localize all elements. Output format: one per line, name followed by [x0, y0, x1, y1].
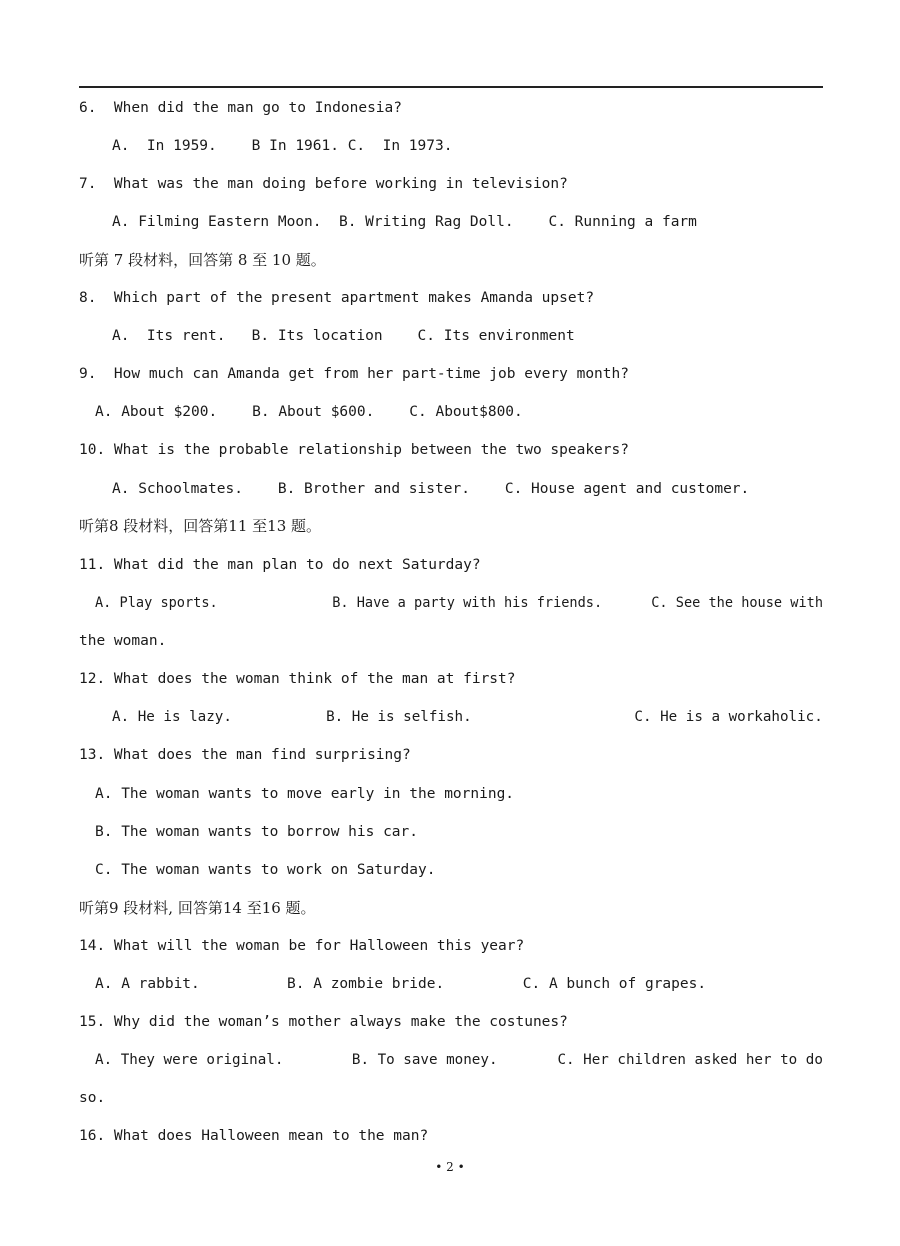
question-13: 13. What does the man find surprising?: [79, 747, 411, 763]
question-11-options-cont: the woman.: [79, 633, 167, 649]
question-11-options: A. Play sports. B. Have a party with his friends. C. See the house with: [95, 595, 824, 611]
question-14-options: A. A rabbit. B. A zombie bride. C. A bunch of grapes.: [95, 976, 707, 992]
question-13-option-b: B. The woman wants to borrow his car.: [95, 824, 419, 840]
question-6: 6. When did the man go to Indonesia?: [79, 100, 403, 116]
header-rule: [79, 86, 823, 88]
question-10-options: A. Schoolmates. B. Brother and sister. C. House agent and customer.: [112, 481, 750, 497]
question-15-options: A. They were original. B. To save money. C. Her children asked her to do: [95, 1052, 823, 1068]
page-number: • 2 •: [435, 1160, 465, 1174]
question-12-options: A. He is lazy. B. He is selfish. C. He is a workaholic.: [112, 709, 823, 725]
question-8-options: A. Its rent. B. Its location C. Its environment: [112, 328, 575, 344]
question-7-options: A. Filming Eastern Moon. B. Writing Rag Doll. C. Running a farm: [112, 214, 697, 230]
section-heading-7: 听第 7 段材料，回答第 8 至 10 题。: [79, 251, 326, 269]
question-16: 16. What does Halloween mean to the man?: [79, 1128, 429, 1144]
question-9-options: A. About $200. B. About $600. C. About$800.: [95, 404, 523, 420]
question-15: 15. Why did the woman’s mother always make the costunes?: [79, 1014, 568, 1030]
question-12: 12. What does the woman think of the man at first?: [79, 671, 516, 687]
question-11: 11. What did the man plan to do next Saturday?: [79, 557, 481, 573]
question-10: 10. What is the probable relationship between the two speakers?: [79, 442, 629, 458]
question-13-option-a: A. The woman wants to move early in the morning.: [95, 786, 515, 802]
question-13-option-c: C. The woman wants to work on Saturday.: [95, 862, 436, 878]
question-8: 8. Which part of the present apartment makes Amanda upset?: [79, 290, 595, 306]
question-9: 9. How much can Amanda get from her part-time job every month?: [79, 366, 629, 382]
question-14: 14. What will the woman be for Halloween this year?: [79, 938, 525, 954]
question-6-options: A. In 1959. B In 1961. C. In 1973.: [112, 138, 453, 154]
section-heading-8: 听第8 段材料，回答第11 至13 题。: [79, 517, 322, 535]
question-15-options-cont: so.: [79, 1090, 106, 1106]
section-heading-9: 听第9 段材料, 回答第14 至16 题。: [79, 899, 316, 917]
question-7: 7. What was the man doing before working in television?: [79, 176, 568, 192]
